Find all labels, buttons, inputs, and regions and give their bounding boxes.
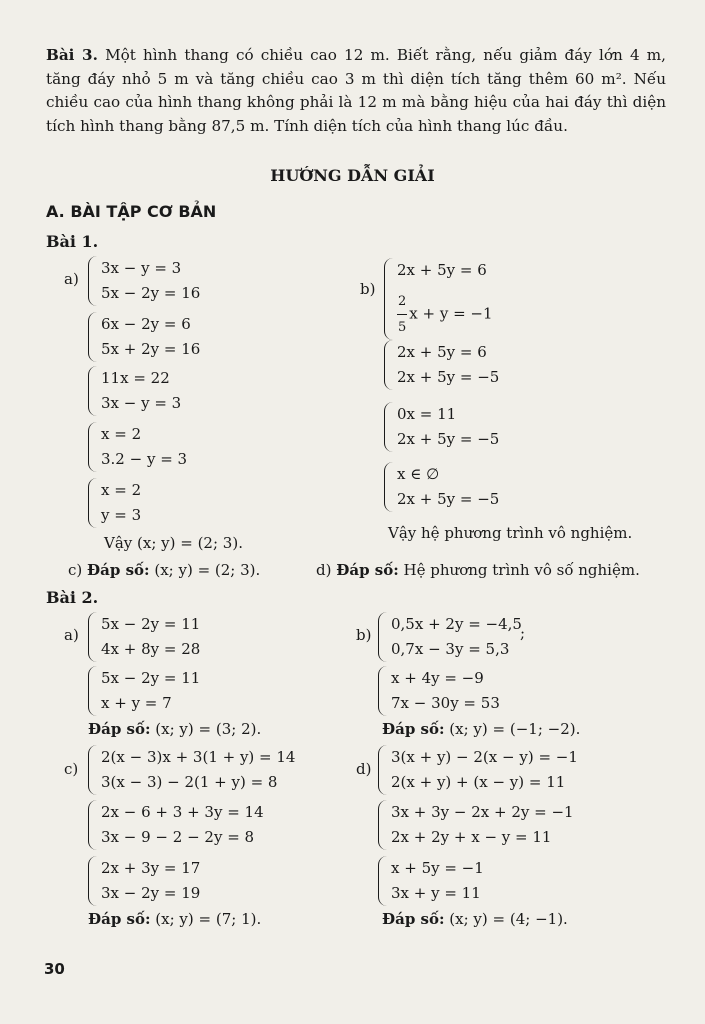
equation: 2(x + y) + (x − y) = 11 xyxy=(391,773,566,791)
equation: 2x − 6 + 3 + 3y = 14 xyxy=(101,803,264,821)
equation: x + 4y = −9 xyxy=(391,669,484,687)
brace-icon xyxy=(384,402,394,452)
equation: 2x + 5y = −5 xyxy=(397,490,500,508)
answer-label: Đáp số: xyxy=(88,720,151,738)
equation: 0,7x − 3y = 5,3 xyxy=(391,640,510,658)
equation: 2x + 5y = −5 xyxy=(397,368,500,386)
equation: 6x − 2y = 6 xyxy=(101,315,191,333)
brace-icon xyxy=(378,612,388,662)
bai-2-title: Bài 2. xyxy=(46,588,99,607)
answer-label: Đáp số: xyxy=(382,910,445,928)
answer-label: Đáp số: xyxy=(382,720,445,738)
bai-1-b-conclusion: Vậy hệ phương trình vô nghiệm. xyxy=(388,524,633,542)
brace-icon xyxy=(88,478,98,528)
bai-1-b-system-3 xyxy=(384,402,499,452)
bai-1-d-answer xyxy=(316,561,640,579)
equation-with-fraction xyxy=(397,289,493,340)
brace-icon xyxy=(384,340,394,390)
equation: 2x + 5y = 6 xyxy=(397,343,487,361)
equation: x + y = 7 xyxy=(101,694,172,712)
equation: 2x + 2y + x − y = 11 xyxy=(391,828,552,846)
brace-icon xyxy=(88,422,98,472)
equation: x + 5y = −1 xyxy=(391,859,484,877)
equation: 5x − 2y = 11 xyxy=(101,669,201,687)
bai-2-b-answer xyxy=(382,720,580,738)
answer-value: (x; y) = (2; 3). xyxy=(149,561,261,579)
equation: 3x + 3y − 2x + 2y = −1 xyxy=(391,803,574,821)
equation: x = 2 xyxy=(101,425,142,443)
bai-1-title: Bài 1. xyxy=(46,232,99,251)
section-a-heading: A. BÀI TẬP CƠ BẢN xyxy=(46,202,217,221)
equation: 3x − y = 3 xyxy=(101,259,182,277)
bai-2-c-label: c) xyxy=(64,760,79,778)
bai-1-a-system-3 xyxy=(88,366,181,416)
equation-rest: x + y = −1 xyxy=(409,304,493,323)
answer-label: Đáp số: xyxy=(336,561,399,579)
brace-icon xyxy=(88,256,98,306)
bai-2-a-answer xyxy=(88,720,261,738)
bai-2-a-system-1 xyxy=(88,612,200,662)
equation: 3x − y = 3 xyxy=(101,394,182,412)
equation: 2x + 3y = 17 xyxy=(101,859,201,877)
equation: 5x + 2y = 16 xyxy=(101,340,201,358)
answer-label: Đáp số: xyxy=(88,910,151,928)
answer-value: (x; y) = (−1; −2). xyxy=(444,720,581,738)
bai-1-a-label: a) xyxy=(64,270,79,288)
bai-1-a-system-1 xyxy=(88,256,200,306)
bai-1-b-system-1 xyxy=(384,258,493,340)
equation: 5x − 2y = 11 xyxy=(101,615,201,633)
answer-value: (x; y) = (4; −1). xyxy=(444,910,568,928)
bai-2-d-answer xyxy=(382,910,568,928)
brace-icon xyxy=(88,366,98,416)
bai-2-b-system-1 xyxy=(378,612,522,662)
brace-icon xyxy=(88,312,98,362)
bai-2-d-system-1 xyxy=(378,745,578,795)
brace-icon xyxy=(378,666,388,716)
bai-1-c-label: c) xyxy=(68,561,83,579)
fraction xyxy=(397,289,407,340)
bai-1-d-label: d) xyxy=(316,561,332,579)
equation: 7x − 30y = 53 xyxy=(391,694,500,712)
equation: 3x − 2y = 19 xyxy=(101,884,201,902)
bai-2-c-answer xyxy=(88,910,261,928)
bai-2-d-system-3 xyxy=(378,856,484,906)
brace-icon xyxy=(378,856,388,906)
equation: 0x = 11 xyxy=(397,405,457,423)
equation: 3x + y = 11 xyxy=(391,884,481,902)
equation: 5x − 2y = 16 xyxy=(101,284,201,302)
brace-icon xyxy=(384,462,394,512)
page-number: 30 xyxy=(44,960,65,978)
bai-1-a-system-2 xyxy=(88,312,200,362)
fraction-denominator: 5 xyxy=(398,320,407,335)
brace-icon xyxy=(378,745,388,795)
brace-icon xyxy=(88,856,98,906)
equation: 4x + 8y = 28 xyxy=(101,640,201,658)
brace-icon xyxy=(88,666,98,716)
bai-2-b-system-2 xyxy=(378,666,500,716)
bai-2-c-system-2 xyxy=(88,800,264,850)
bai-2-c-system-3 xyxy=(88,856,200,906)
brace-icon xyxy=(88,800,98,850)
equation: 11x = 22 xyxy=(101,369,170,387)
brace-icon xyxy=(378,800,388,850)
equation: 2(x − 3)x + 3(1 + y) = 14 xyxy=(101,748,296,766)
answer-value: (x; y) = (3; 2). xyxy=(150,720,262,738)
bai-1-b-label: b) xyxy=(360,280,376,298)
equation: x = 2 xyxy=(101,481,142,499)
bai-2-a-label: a) xyxy=(64,626,79,644)
semicolon: ; xyxy=(520,624,526,642)
bai-2-d-system-2 xyxy=(378,800,574,850)
answer-label: Đáp số: xyxy=(87,561,150,579)
bai-1-a-system-4 xyxy=(88,422,187,472)
answer-value: (x; y) = (7; 1). xyxy=(150,910,262,928)
equation: 2x + 5y = 6 xyxy=(397,261,487,279)
bai-2-c-system-1 xyxy=(88,745,295,795)
problem-3-paragraph xyxy=(46,44,666,138)
bai-1-a-conclusion: Vậy (x; y) = (2; 3). xyxy=(104,534,243,552)
bai-1-b-system-2 xyxy=(384,340,499,390)
equation: 3(x − 3) − 2(1 + y) = 8 xyxy=(101,773,278,791)
answer-value: Hệ phương trình vô số nghiệm. xyxy=(398,561,640,579)
bai-2-d-label: d) xyxy=(356,760,372,778)
brace-icon xyxy=(88,745,98,795)
equation: y = 3 xyxy=(101,506,142,524)
bai-1-c-answer xyxy=(68,561,260,579)
fraction-numerator: 2 xyxy=(397,289,407,315)
equation: 0,5x + 2y = −4,5 xyxy=(391,615,522,633)
problem-3-title: Bài 3. xyxy=(46,46,98,64)
equation: x ∈ ∅ xyxy=(397,465,440,483)
bai-2-a-system-2 xyxy=(88,666,200,716)
equation: 3(x + y) − 2(x − y) = −1 xyxy=(391,748,578,766)
bai-2-b-label: b) xyxy=(356,626,372,644)
brace-icon xyxy=(384,258,394,340)
equation: 3.2 − y = 3 xyxy=(101,450,188,468)
problem-3-text: Một hình thang có chiều cao 12 m. Biết rằng, nếu giảm đáy lớn 4 m, tăng đáy nhỏ 5 m và tăng chiều cao 3 m thì diện tích tăng thêm 60 m². Nếu chiều cao của hình thang không phải là 12 m mà bằng hiệu của hai đáy thì diện tích hình thang bằng 87,5 m. Tính diện tích của hình thang lúc đầu. xyxy=(46,46,667,135)
bai-1-b-system-4 xyxy=(384,462,499,512)
guide-heading: HƯỚNG DẪN GIẢI xyxy=(270,166,435,185)
equation: 3x − 9 − 2 − 2y = 8 xyxy=(101,828,255,846)
equation: 2x + 5y = −5 xyxy=(397,430,500,448)
brace-icon xyxy=(88,612,98,662)
bai-1-a-system-5 xyxy=(88,478,141,528)
